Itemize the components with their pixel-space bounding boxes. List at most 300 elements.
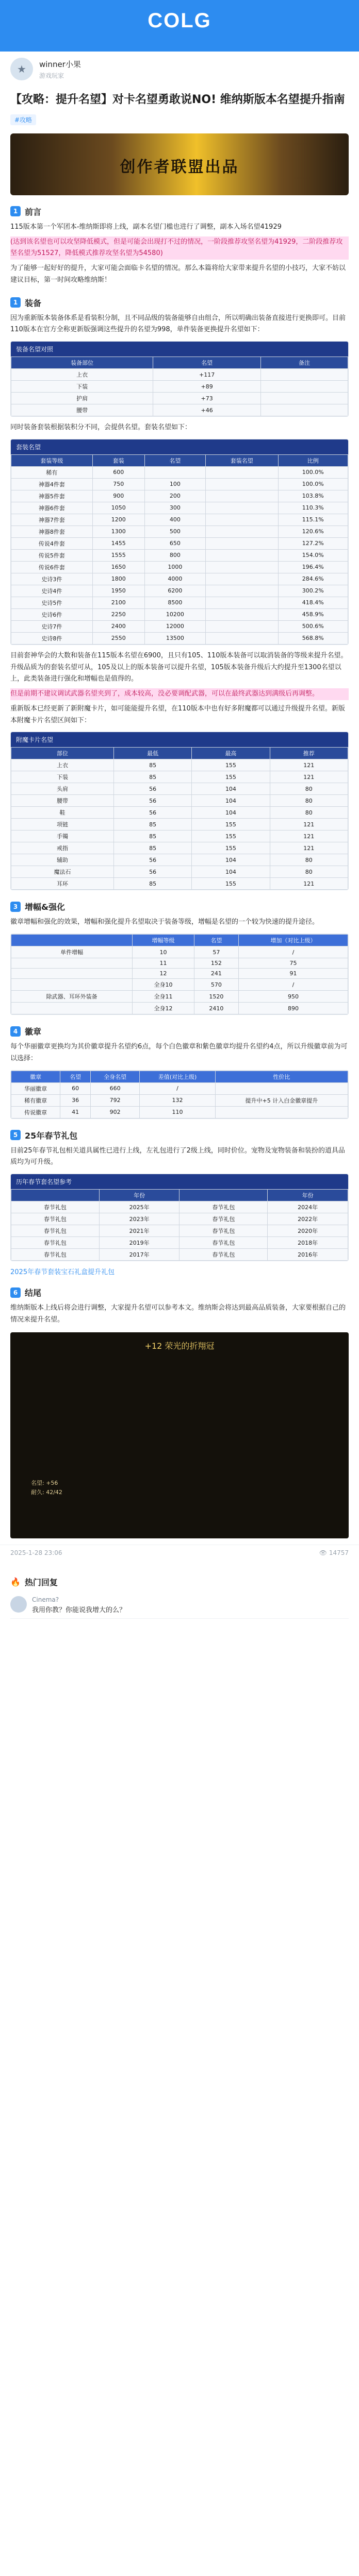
table-cell: 85 xyxy=(113,771,191,783)
intro-paragraph: 115版本第一个军团本-维纳斯即将上线，副本名望门槛也进行了调整，副本入场名望41929 xyxy=(10,223,282,231)
banner-text: 创作者联盟出品 xyxy=(120,158,239,176)
table-cell xyxy=(206,490,278,502)
table-cell: / xyxy=(238,946,348,958)
table-cell: 154.0% xyxy=(278,549,348,561)
table-cell: 650 xyxy=(144,537,205,549)
author-avatar[interactable]: ★ xyxy=(10,58,33,80)
section-title: 徽章 xyxy=(25,1027,42,1037)
comment-author[interactable]: Cinema? xyxy=(32,1596,59,1603)
equip-paragraph: 因为重新版本装备体系是看装积分制，且不同品级的装备能够自由组合，所以明确出装备直接进行更换即可。目前110版本在官方全称更新版强调这些提升的名望为998，单件装备更换提升名望如下： xyxy=(10,314,346,334)
table-row xyxy=(11,393,348,404)
comments-section xyxy=(0,1561,359,1624)
intro-paragraph-2: 为了能够一起好好的提升，大家可能会面临卡名望的情况。那么本篇将给大家带来提升名望的小技巧，大家不妨以建议目标，第一时间攻略维纳斯！ xyxy=(10,264,346,284)
equip-table xyxy=(11,357,348,416)
table-cell: 85 xyxy=(113,878,191,890)
table-header: 性价比 xyxy=(215,1071,348,1082)
table-cell: 传说6件套 xyxy=(11,561,93,573)
table-row xyxy=(11,585,348,597)
table-cell: 110 xyxy=(140,1106,216,1118)
table-cell: 鞋 xyxy=(11,807,114,819)
related-link[interactable]: 2025年春节套装宝石礼盒提升礼包 xyxy=(10,1268,115,1277)
boost-table xyxy=(11,934,348,1014)
table-cell: 120.6% xyxy=(278,526,348,537)
table-cell: 手镯 xyxy=(11,831,114,842)
game-stat-line: 耐久: 42/42 xyxy=(31,1489,62,1496)
table-row xyxy=(11,866,348,878)
table-header: 名望 xyxy=(144,454,205,466)
table-cell: 85 xyxy=(113,831,191,842)
card-table xyxy=(11,747,348,890)
table-cell: 稀有徽章 xyxy=(11,1094,60,1106)
table-header: 套装名望 xyxy=(206,454,278,466)
table-header: 备注 xyxy=(260,357,348,369)
table-cell: 60 xyxy=(60,1082,91,1094)
table-cell: / xyxy=(238,979,348,991)
card-table-card xyxy=(10,732,349,890)
table-row xyxy=(11,514,348,526)
table-cell: 辅助 xyxy=(11,854,114,866)
table-cell xyxy=(260,393,348,404)
table-cell xyxy=(206,632,278,644)
table-cell: 36 xyxy=(60,1094,91,1106)
post-title: 【攻略：提升名望】对卡名望勇敢说NO! 维纳斯版本名望提升指南 xyxy=(10,93,345,106)
equip-table-card xyxy=(10,341,349,417)
table-cell: 103.8% xyxy=(278,490,348,502)
table-cell: 春节礼包 xyxy=(180,1225,268,1237)
section-title: 装备 xyxy=(25,298,42,308)
table-cell: 100 xyxy=(144,478,205,490)
game-item-stats xyxy=(31,1479,62,1497)
game-stat-line: 名望: +56 xyxy=(31,1480,58,1487)
post-views xyxy=(319,1549,349,1556)
table-cell: 56 xyxy=(113,866,191,878)
table-cell: 568.8% xyxy=(278,632,348,644)
table-cell xyxy=(215,1106,348,1118)
table-header: 套装等级 xyxy=(11,454,93,466)
table-row xyxy=(11,549,348,561)
post-time: 2025-1-28 23:06 xyxy=(10,1549,62,1556)
table-cell: 1000 xyxy=(144,561,205,573)
table-cell xyxy=(215,1082,348,1094)
table-cell: 春节礼包 xyxy=(180,1201,268,1213)
comment-text: 我用你教？你能说我增大的么？ xyxy=(32,1606,126,1614)
section-num: 3 xyxy=(10,902,21,912)
table-cell: 春节礼包 xyxy=(11,1237,100,1249)
table-row xyxy=(11,502,348,514)
table-cell: 900 xyxy=(92,490,144,502)
table-header: 差值(对比上级) xyxy=(140,1071,216,1082)
table-cell: 全身12 xyxy=(133,1003,194,1014)
table-row xyxy=(11,597,348,608)
table-cell: 241 xyxy=(194,969,238,979)
table-cell: +89 xyxy=(153,381,261,393)
table-cell: 2022年 xyxy=(268,1213,348,1225)
table-cell: 284.6% xyxy=(278,573,348,585)
table-cell: 80 xyxy=(270,866,348,878)
table-cell xyxy=(206,597,278,608)
table-cell: 史诗6件 xyxy=(11,608,93,620)
table-cell: +117 xyxy=(153,369,261,381)
table-cell: 神器4件套 xyxy=(11,478,93,490)
table-cell: 85 xyxy=(113,759,191,771)
table-header: 增幅等级 xyxy=(133,935,194,946)
table-cell: 12000 xyxy=(144,620,205,632)
table-row xyxy=(11,831,348,842)
table-cell: 耳环 xyxy=(11,878,114,890)
table-cell: 950 xyxy=(238,991,348,1003)
comments-title: 热门回复 xyxy=(24,1577,58,1587)
table-row xyxy=(11,1106,348,1118)
table-cell: 腰带 xyxy=(11,404,153,416)
table-cell: 护肩 xyxy=(11,393,153,404)
set-table-title: 套装名望 xyxy=(11,439,348,454)
table-cell: 1300 xyxy=(92,526,144,537)
table-cell: 800 xyxy=(144,549,205,561)
section-title: 前言 xyxy=(25,207,42,217)
table-cell: 80 xyxy=(270,807,348,819)
table-cell: 史诗3件 xyxy=(11,573,93,585)
table-row xyxy=(11,1213,348,1225)
table-cell: 2019年 xyxy=(99,1237,180,1249)
table-header: 装备部位 xyxy=(11,357,153,369)
section-title: 增幅&强化 xyxy=(25,902,65,912)
table-cell: 104 xyxy=(192,854,270,866)
table-row xyxy=(11,573,348,585)
end-paragraph: 维纳斯版本上线后将会进行调整，大家提升名望可以参考本文。维纳斯会将达到最高品质装备，大家要根据自己的情况来提升名望。 xyxy=(10,1304,346,1324)
section-num: 1 xyxy=(10,297,21,308)
table-cell xyxy=(206,466,278,478)
table-cell: 80 xyxy=(270,854,348,866)
table-cell: 魔法石 xyxy=(11,866,114,878)
table-cell: 10200 xyxy=(144,608,205,620)
table-cell: 196.4% xyxy=(278,561,348,573)
table-cell: 下装 xyxy=(11,381,153,393)
table-cell: 56 xyxy=(113,807,191,819)
section-heading xyxy=(10,1025,349,1037)
table-cell: +73 xyxy=(153,393,261,404)
table-cell: 100.0% xyxy=(278,478,348,490)
section-num: 5 xyxy=(10,1130,21,1140)
table-cell: 春节礼包 xyxy=(11,1213,100,1225)
badge-paragraph: 重新版本已经更新了新附魔卡片，如可能能提升名望，在110版本中也有好多附魔都可以通过升级提升名望。新版本附魔卡片名望区间如下： xyxy=(10,704,345,724)
table-cell: / xyxy=(140,1082,216,1094)
table-row xyxy=(11,537,348,549)
table-cell: 104 xyxy=(192,783,270,795)
table-cell: 400 xyxy=(144,514,205,526)
eye-icon: 👁 xyxy=(319,1549,327,1556)
table-cell: 104 xyxy=(192,866,270,878)
table-cell: 418.4% xyxy=(278,597,348,608)
section-title: 结尾 xyxy=(25,1288,42,1298)
table-cell: 660 xyxy=(90,1082,139,1094)
table-row xyxy=(11,979,348,991)
table-cell: 1950 xyxy=(92,585,144,597)
table-cell: 神器6件套 xyxy=(11,502,93,514)
section-heading xyxy=(10,206,349,217)
table-cell: 155 xyxy=(192,831,270,842)
table-row xyxy=(11,632,348,644)
table-cell: 104 xyxy=(192,795,270,807)
table-cell: 1650 xyxy=(92,561,144,573)
boost-paragraph: 徽章增幅和强化的效果，增幅和强化提升名望取决于装备等级，增幅是名望的一个较为快速的提升途径。 xyxy=(10,918,319,926)
table-cell xyxy=(206,502,278,514)
table-cell: 41 xyxy=(60,1106,91,1118)
comment-avatar[interactable] xyxy=(10,1596,27,1613)
table-cell: 10 xyxy=(133,946,194,958)
author-sub: 游戏玩家 xyxy=(39,72,64,79)
table-cell: 头肩 xyxy=(11,783,114,795)
table-cell: 121 xyxy=(270,831,348,842)
app-logo[interactable]: COLG xyxy=(148,9,211,32)
table-cell: 1200 xyxy=(92,514,144,526)
table-cell: 史诗7件 xyxy=(11,620,93,632)
table-cell xyxy=(11,1003,133,1014)
table-cell: 戒指 xyxy=(11,842,114,854)
comment-item[interactable] xyxy=(10,1592,349,1619)
content xyxy=(0,206,359,1538)
table-cell: 890 xyxy=(238,1003,348,1014)
table-cell: 华丽徽章 xyxy=(11,1082,60,1094)
table-cell: 1455 xyxy=(92,537,144,549)
table-cell: 下装 xyxy=(11,771,114,783)
table-cell: 稀有 xyxy=(11,466,93,478)
table-cell: 项链 xyxy=(11,819,114,831)
table-cell: 2021年 xyxy=(99,1225,180,1237)
weapon-paragraph: 目前套神华会的大数和装备在115版本名望在6900，且只有105、110版本装备可以取消装备的等级来提升名望。升级品质为的套装名望可从，105及以上的版本装备可以提升名望，105版本装备升级后大约提升至1300名望以上，此类装备进行强化和增幅也是值得的。 xyxy=(10,651,348,683)
table-cell: 155 xyxy=(192,819,270,831)
table-row xyxy=(11,783,348,795)
table-cell: 2250 xyxy=(92,608,144,620)
table-cell: 11 xyxy=(133,958,194,969)
table-row xyxy=(11,608,348,620)
table-cell: 80 xyxy=(270,783,348,795)
table-cell: 春节礼包 xyxy=(11,1201,100,1213)
table-cell: 13500 xyxy=(144,632,205,644)
section-num: 1 xyxy=(10,206,21,216)
set-table-card xyxy=(10,439,349,645)
table-header: 名望 xyxy=(194,935,238,946)
table-cell: 春节礼包 xyxy=(11,1249,100,1261)
equip-paragraph-2: 同时装备套装根据装积分不同，会提供名望。套装名望如下： xyxy=(10,423,192,432)
table-cell: 2410 xyxy=(194,1003,238,1014)
table-header: 增加（对比上级） xyxy=(238,935,348,946)
table-cell: 2025年 xyxy=(99,1201,180,1213)
table-row xyxy=(11,526,348,537)
table-cell xyxy=(144,466,205,478)
table-row xyxy=(11,466,348,478)
table-cell: 110.3% xyxy=(278,502,348,514)
table-cell: 2024年 xyxy=(268,1201,348,1213)
table-row xyxy=(11,1225,348,1237)
table-cell: 神器7件套 xyxy=(11,514,93,526)
post-tag[interactable]: #攻略 xyxy=(10,114,36,125)
table-cell: 115.1% xyxy=(278,514,348,526)
table-cell: 570 xyxy=(194,979,238,991)
table-cell: 2016年 xyxy=(268,1249,348,1261)
table-cell: 2023年 xyxy=(99,1213,180,1225)
intro-highlight: (达到该名望也可以攻坚降低模式，但是可能会出现打不过的情况，一阶段推荐攻坚名望为41929，二阶段推荐攻坚名望为51527，降低模式推荐攻坚名望为54580) xyxy=(10,236,349,260)
comments-header xyxy=(10,1576,349,1588)
table-cell xyxy=(206,526,278,537)
table-header: 名望 xyxy=(153,357,261,369)
table-cell xyxy=(260,404,348,416)
table-row xyxy=(11,854,348,866)
table-header: 年份 xyxy=(268,1190,348,1201)
table-cell: 127.2% xyxy=(278,537,348,549)
table-cell xyxy=(260,369,348,381)
table-header: 推荐 xyxy=(270,748,348,759)
weapon-highlight: 但是前期不建议调试武器名望夹到了，成本较高，没必要调配武器，可以在最终武器达到满级后再调整。 xyxy=(10,688,349,700)
table-cell: 上衣 xyxy=(11,369,153,381)
table-cell: 春节礼包 xyxy=(180,1249,268,1261)
table-cell: 56 xyxy=(113,783,191,795)
table-cell: 56 xyxy=(113,854,191,866)
table-cell xyxy=(11,969,133,979)
table-cell: 458.9% xyxy=(278,608,348,620)
table-cell xyxy=(260,381,348,393)
table-cell: 200 xyxy=(144,490,205,502)
table-row xyxy=(11,1237,348,1249)
table-row xyxy=(11,369,348,381)
table-cell: 2100 xyxy=(92,597,144,608)
fire-icon: 🔥 xyxy=(10,1577,21,1587)
table-cell xyxy=(206,585,278,597)
table-cell: 4000 xyxy=(144,573,205,585)
table-row xyxy=(11,1082,348,1094)
section-heading xyxy=(10,1286,349,1298)
table-header xyxy=(11,935,133,946)
table-cell: 1800 xyxy=(92,573,144,585)
table-cell: 全身11 xyxy=(133,991,194,1003)
table-cell: 全身10 xyxy=(133,979,194,991)
table-cell: 传说徽章 xyxy=(11,1106,60,1118)
table-cell: 85 xyxy=(113,842,191,854)
table-header: 比例 xyxy=(278,454,348,466)
table-row xyxy=(11,620,348,632)
table-cell: 902 xyxy=(90,1106,139,1118)
table-cell xyxy=(11,979,133,991)
table-cell: 2550 xyxy=(92,632,144,644)
section-heading xyxy=(10,901,349,912)
game-screenshot xyxy=(10,1332,349,1538)
table-cell: 155 xyxy=(192,771,270,783)
table-row xyxy=(11,1003,348,1014)
banner xyxy=(10,133,349,195)
table-cell: 57 xyxy=(194,946,238,958)
table-cell: 80 xyxy=(270,795,348,807)
badge-table-card xyxy=(10,1070,349,1119)
table-cell: 2017年 xyxy=(99,1249,180,1261)
section-heading xyxy=(10,297,349,309)
table-cell: 腰带 xyxy=(11,795,114,807)
table-cell: 提升中+5 计入白金徽章提升 xyxy=(215,1094,348,1106)
table-cell: 100.0% xyxy=(278,466,348,478)
table-cell: 2400 xyxy=(92,620,144,632)
table-cell xyxy=(206,514,278,526)
table-cell: 500.6% xyxy=(278,620,348,632)
section-heading xyxy=(10,1129,349,1141)
table-cell: 神器8件套 xyxy=(11,526,93,537)
table-cell xyxy=(206,608,278,620)
table-cell: 792 xyxy=(90,1094,139,1106)
table-row xyxy=(11,1201,348,1213)
table-cell: 155 xyxy=(192,878,270,890)
table-cell: 600 xyxy=(92,466,144,478)
table-cell: 132 xyxy=(140,1094,216,1106)
table-cell: 史诗4件 xyxy=(11,585,93,597)
table-cell xyxy=(206,561,278,573)
table-row xyxy=(11,771,348,783)
table-header: 徽章 xyxy=(11,1071,60,1082)
table-cell xyxy=(11,958,133,969)
table-cell: 152 xyxy=(194,958,238,969)
table-cell: 500 xyxy=(144,526,205,537)
author-name[interactable]: winner小果 xyxy=(39,59,81,69)
table-cell: 1520 xyxy=(194,991,238,1003)
table-cell: 春节礼包 xyxy=(11,1225,100,1237)
table-cell: 除武器、耳环外装备 xyxy=(11,991,133,1003)
table-cell xyxy=(206,537,278,549)
table-row xyxy=(11,490,348,502)
table-cell: 121 xyxy=(270,771,348,783)
table-cell: 春节礼包 xyxy=(180,1213,268,1225)
table-row xyxy=(11,1094,348,1106)
table-cell: 56 xyxy=(113,795,191,807)
boost-table-card xyxy=(10,934,349,1015)
table-row xyxy=(11,842,348,854)
table-cell: 300.2% xyxy=(278,585,348,597)
table-row xyxy=(11,807,348,819)
table-row xyxy=(11,991,348,1003)
spring-table-title: 历年春节套名望参考 xyxy=(11,1174,348,1189)
table-row xyxy=(11,759,348,771)
table-header: 最高 xyxy=(192,748,270,759)
table-cell: 85 xyxy=(113,819,191,831)
table-row xyxy=(11,819,348,831)
header xyxy=(0,0,359,52)
author-row xyxy=(0,52,359,87)
table-cell: 8500 xyxy=(144,597,205,608)
table-header xyxy=(180,1190,268,1201)
table-header xyxy=(11,1190,100,1201)
table-row xyxy=(11,878,348,890)
table-cell: 史诗5件 xyxy=(11,597,93,608)
table-cell xyxy=(206,549,278,561)
table-cell: 750 xyxy=(92,478,144,490)
table-header: 部位 xyxy=(11,748,114,759)
table-row xyxy=(11,969,348,979)
table-row xyxy=(11,404,348,416)
table-cell: 91 xyxy=(238,969,348,979)
table-cell: +46 xyxy=(153,404,261,416)
table-cell: 121 xyxy=(270,878,348,890)
table-cell: 1555 xyxy=(92,549,144,561)
table-cell: 104 xyxy=(192,807,270,819)
table-header: 套装 xyxy=(92,454,144,466)
post-meta xyxy=(0,1545,359,1561)
table-cell: 121 xyxy=(270,842,348,854)
equip-table-title: 装备名望对照 xyxy=(11,342,348,357)
table-cell: 上衣 xyxy=(11,759,114,771)
game-item-title: +12 荣光的折翔冠 xyxy=(144,1341,215,1351)
table-cell: 神器5件套 xyxy=(11,490,93,502)
table-cell: 6200 xyxy=(144,585,205,597)
table-cell: 史诗8件 xyxy=(11,632,93,644)
spring-table xyxy=(11,1189,348,1261)
table-cell: 传说4件套 xyxy=(11,537,93,549)
section-title: 25年春节礼包 xyxy=(25,1130,78,1141)
table-cell: 2020年 xyxy=(268,1225,348,1237)
